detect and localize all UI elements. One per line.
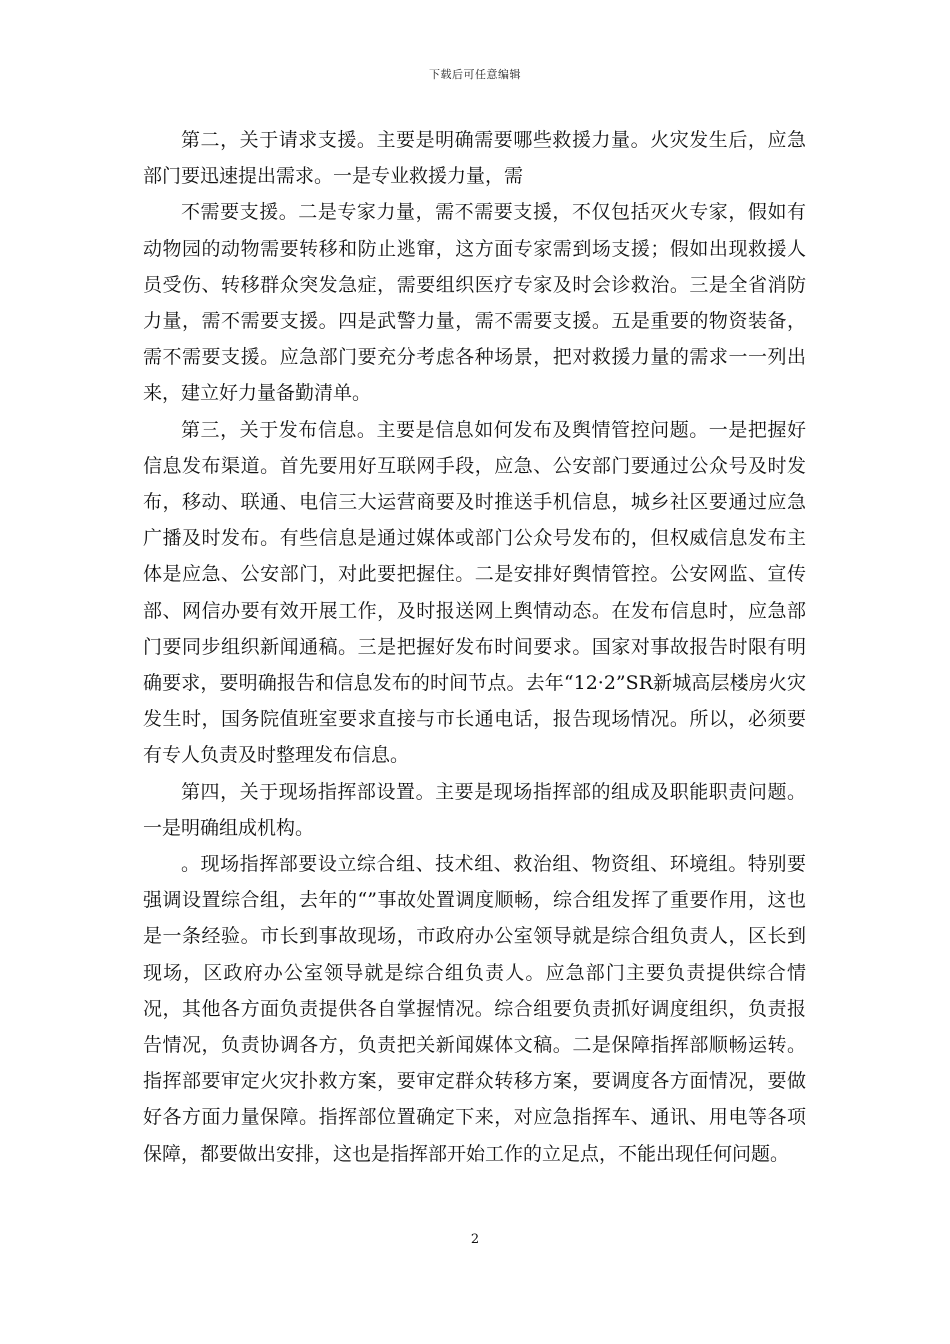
paragraph-command-post: 第四，关于现场指挥部设置。主要是现场指挥部的组成及职能职责问题。一是明确组成机构。 [143,780,806,839]
page-header: 下载后可任意编辑 [429,68,521,81]
paragraph-support-needs: 不需要支援。二是专家力量，需不需要支援，不仅包括灭火专家，假如有动物园的动物需要转移和防止逃窜，这方面专家需到场支援；假如出现救援人员受伤、转移群众突发急症，需要组织医疗专家及时会诊救治。三是全省消防力量，需不需要支援。四是武警力量，需不需要支援。五是重要的物资装备，需不需要支援。应急部门要充分考虑各种场景，把对救援力量的需求一一列出来，建立好力量备勤清单。 [143,201,806,405]
document-body [143,122,806,1172]
paragraph-publish-info: 第三，关于发布信息。主要是信息如何发布及舆情管控问题。一是把握好信息发布渠道。首先要用好互联网手段，应急、公安部门要通过公众号及时发布，移动、联通、电信三大运营商要及时推送手机信息，城乡社区要通过应急广播及时发布。有些信息是通过媒体或部门公众号发布的，但权威信息发布主体是应急、公安部门，对此要把握住。二是安排好舆情管控。公安网监、宣传部、网信办要有效开展工作，及时报送网上舆情动态。在发布信息时，应急部门要同步组织新闻通稿。三是把握好发布时间要求。国家对事故报告时限有明确要求，要明确报告和信息发布的时间节点。去年“12·2”SR新城高层楼房火灾发生时，国务院值班室要求直接与市长通电话，报告现场情况。所以，必须要有专人负责及时整理发布信息。 [143,418,806,767]
paragraph-request-support: 第二，关于请求支援。主要是明确需要哪些救援力量。火灾发生后，应急部门要迅速提出需求。一是专业救援力量，需 [143,129,806,188]
page-number: 2 [470,1232,480,1247]
paragraph-command-groups: 。现场指挥部要设立综合组、技术组、救治组、物资组、环境组。特别要强调设置综合组，去年的“”事故处置调度顺畅，综合组发挥了重要作用，这也是一条经验。市长到事故现场，市政府办公室领导就是综合组负责人，区长到现场，区政府办公室领导就是综合组负责人。应急部门主要负责提供综合情况，其他各方面负责提供各自掌握情况。综合组要负责抓好调度组织，负责报告情况，负责协调各方，负责把关新闻媒体文稿。二是保障指挥部顺畅运转。指挥部要审定火灾扑救方案，要审定群众转移方案，要调度各方面情况，要做好各方面力量保障。指挥部位置确定下来，对应急指挥车、通讯、用电等各项保障，都要做出安排，这也是指挥部开始工作的立足点，不能出现任何问题。 [143,853,806,1165]
